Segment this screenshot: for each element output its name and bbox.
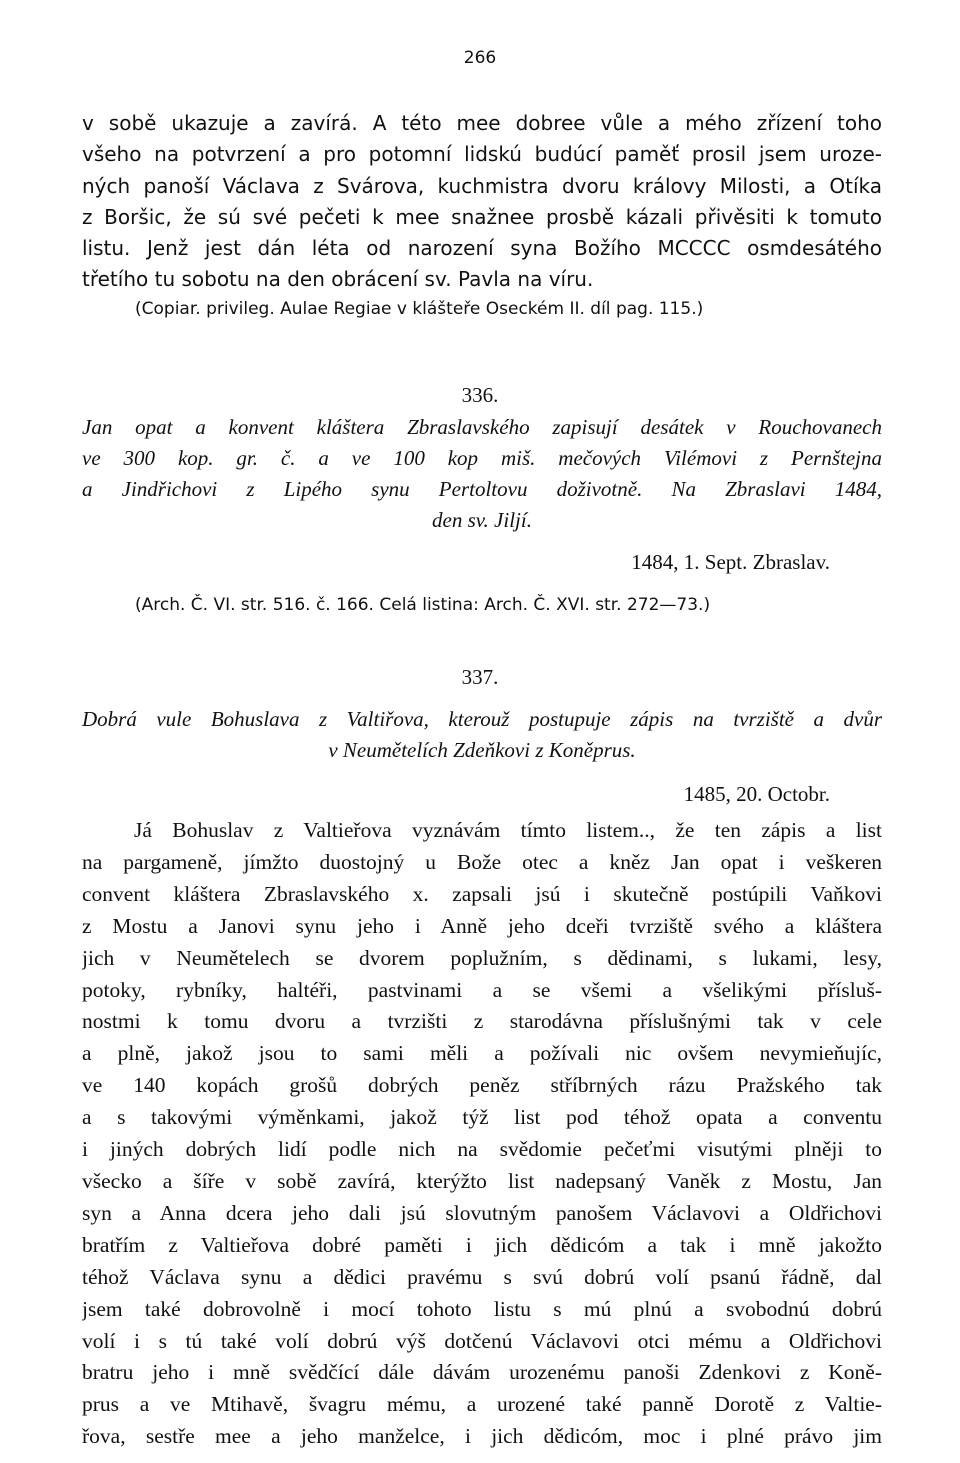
text-line: potoky, rybníky, haltéři, pastvinami a se všemi a všelikými přísluš- [82,977,882,1002]
title-line: v Neumětelích Zdeňkovi z Koněprus. [328,738,636,762]
text-line: syn a Anna dcera jeho dali jsú slovutným panošem Václavovi a Oldřichovi [82,1200,882,1225]
document-date-336: 1484, 1. Sept. Zbraslav. [631,550,830,574]
document-number-337: 337. [461,665,499,689]
page-number: 266 [463,48,497,68]
title-line: den sv. Jiljí. [432,508,532,532]
text-line: Já Bohuslav z Valtieřova vyznávám tímto listem.., že ten zápis a list [134,818,882,842]
document-date-337: 1485, 20. Octobr. [683,782,830,806]
title-line: Dobrá vule Bohuslava z Valtiřova, kterouž postupuje zápis na tvrziště a dvůr [82,707,882,731]
text-line: bratru jeho i mně svědčící dále dávám urozenému panoši Zdenkovi z Koně- [82,1360,882,1385]
text-line: na pargameně, jímžto duostojný u Bože otec a kněz Jan opat i veškeren [82,849,882,874]
title-line: ve 300 kop. gr. č. a ve 100 kop miš. mečových Vilémovi z Pernštejna [82,446,882,470]
text-line: z Mostu a Janovi synu jeho i Anně jeho dceři tvrziště svého a kláštera [82,913,882,938]
text-line: prus a ve Mtihavě, švagru mému, a urozené také panně Dorotě z Valtie- [82,1392,882,1417]
text-line: jich v Neumětelech se dvorem poplužním, s dědinami, s lukami, lesy, [82,945,882,970]
intro-paragraph [82,108,882,296]
text-line: volí i s tú také volí dobrú výš dotčenú Václavovi otci mému a Oldřichovi [82,1328,882,1353]
intro-source-citation: (Copiar. privileg. Aulae Regiae v klášteře Oseckém II. díl pag. 115.) [135,299,704,319]
text-line: třetího tu sobotu na den obrácení sv. Pavla na víru. [82,267,594,292]
text-line: listu. Jenž jest dán léta od narození syna Božího MCCCC osmdesátého [82,236,882,261]
document-source-336: (Arch. Č. VI. str. 516. č. 166. Celá listina: Arch. Č. XVI. str. 272—73.) [135,595,711,615]
text-line: v sobě ukazuje a zavírá. A této mee dobree vůle a mého zřízení toho [82,111,882,135]
text-line: řova, sestře mee a jeho manželce, i jich dědicóm, moc i plné právo jim [82,1424,882,1449]
text-line: všecko a šíře v sobě zavírá, kterýžto list nadepsaný Vaněk z Mostu, Jan [82,1168,882,1193]
text-line: téhož Václava synu a dědici pravému s svú dobrú volí psanú řádně, dal [82,1264,882,1289]
text-line: i jiných dobrých lidí podle nich na svědomie pečeťmi visutými plněji to [82,1137,882,1162]
text-line: jsem také dobrovolně i mocí tohoto listu s mú plnú a svobodnú dobrú [82,1296,882,1321]
text-line: ve 140 kopách grošů dobrých peněz stříbrných rázu Pražského tak [82,1073,882,1098]
text-line: convent kláštera Zbraslavského x. zapsali jsú i skutečně postúpili Vaňkovi [82,881,882,906]
text-line: nostmi k tomu dvoru a tvrzišti z starodávna příslušnými tak v cele [82,1009,882,1034]
document-title-336 [82,412,882,536]
document-number-336: 336. [461,383,499,407]
text-line: z Boršic, že sú své pečeti k mee snažnee prosbě kázali přivěsiti k tomuto [82,204,882,229]
title-line: Jan opat a konvent kláštera Zbraslavského zapisují desátek v Rouchovanech [82,415,882,439]
text-line: bratřím z Valtieřova dobré paměti i jich dědicóm a tak i mně jakožto [82,1232,882,1257]
document-title-337 [82,704,882,766]
document-body-337 [82,815,882,1453]
title-line: a Jindřichovi z Lipého synu Pertoltovu doživotně. Na Zbraslavi 1484, [82,477,882,501]
text-line: a plně, jakož jsou to sami měli a požívali nic ovšem nevymieňujíc, [82,1041,882,1066]
text-line: ných panoší Václava z Svárova, kuchmistra dvoru královy Milosti, a Otíka [82,173,882,198]
text-line: a s takovými výměnkami, jakož týž list pod téhož opata a conventu [82,1105,882,1130]
text-line: všeho na potvrzení a pro potomní lidskú budúcí paměť prosil jsem uroze- [82,142,882,167]
